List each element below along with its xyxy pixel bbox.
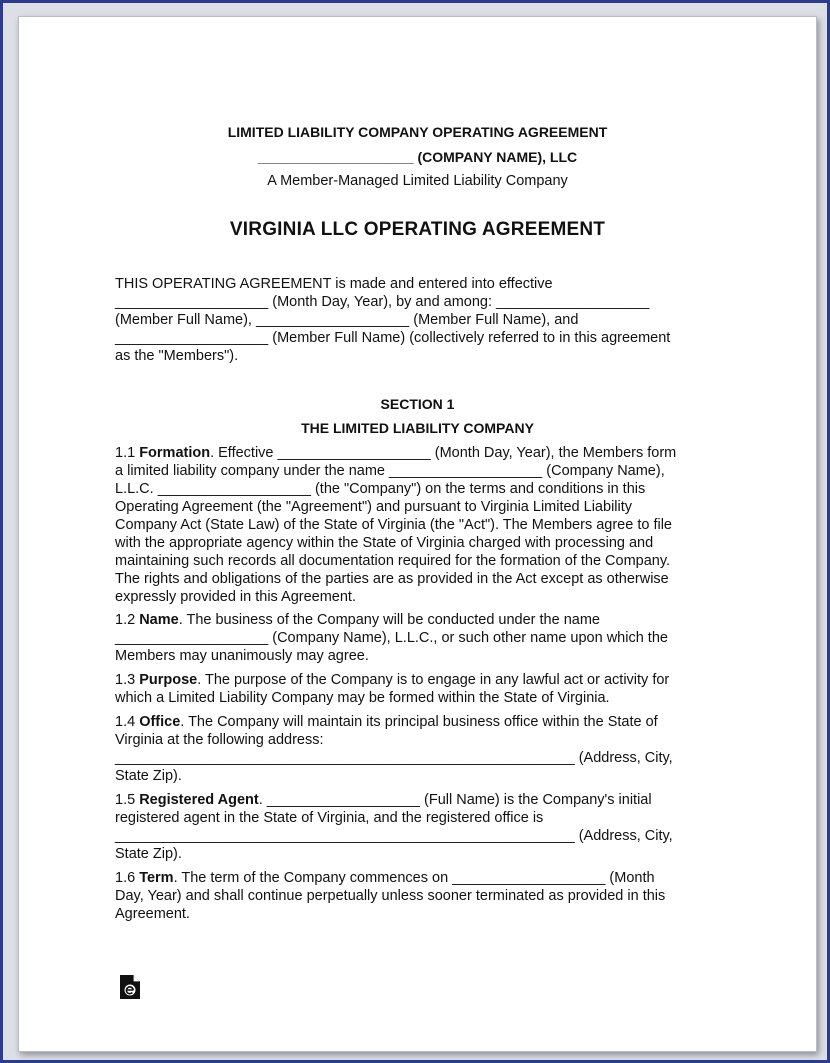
intro-line-5: as the "Members"). [115,348,239,364]
clause-office-line: State Zip). [115,768,182,784]
intro-line-2: ___________________ (Month Day, Year), by and among: ___________________ [115,294,650,310]
clause-title: Formation [139,445,211,461]
clause-text: . The Company will maintain its principal business office within the State of [180,714,658,730]
clause-title: Purpose [139,672,198,688]
clause-formation-line: Company Act (State Law) of the State of Virginia (the "Act"). The Members agree to file [115,517,672,533]
clause-name-line: Members may unanimously may agree. [115,648,369,664]
clause-formation-line: a limited liability company under the name ___________________ (Company Name), [115,463,665,479]
document-page [18,16,817,1052]
clause-office-line: Virginia at the following address: [115,732,324,748]
intro-line-3: (Member Full Name), ___________________ (Member Full Name), and [115,312,579,328]
clause-formation-line: Operating Agreement (the "Agreement") and pursuant to Virginia Limited Liability [115,499,633,515]
section-title: THE LIMITED LIABILITY COMPANY [301,420,534,436]
clause-formation-line: maintaining such records all documentation required for the formation of the Company. [115,553,671,569]
clause-text: . The purpose of the Company is to engage in any lawful act or activity for [197,672,670,688]
clause-purpose-heading [115,671,669,689]
clause-term-heading [115,869,655,887]
clause-formation-line: L.L.C. ___________________ (the "Company") on the terms and conditions in this [115,481,646,497]
clause-text: . The term of the Company commences on ___________________ (Month [173,870,655,886]
clause-name-line: ___________________ (Company Name), L.L.C., or such other name upon which the [115,630,668,646]
intro-line-4: ___________________ (Member Full Name) (collectively referred to in this agreement [115,330,671,346]
company-name-line: ____________________ (COMPANY NAME), LLC [257,149,578,165]
clause-number: 1.3 [115,672,140,688]
clause-formation-line: with the appropriate agency within the State of Virginia charged with processing and [115,535,654,551]
clause-office-heading [115,713,658,731]
clause-title: Term [139,870,174,886]
clause-agent-line: registered agent in the State of Virginia, and the registered office is [115,810,544,826]
doc-title: LIMITED LIABILITY COMPANY OPERATING AGREEMENT [227,124,608,140]
clause-number: 1.2 [115,612,140,628]
clause-agent-heading [115,791,652,809]
clause-title: Office [139,714,181,730]
clause-number: 1.1 [115,445,140,461]
clause-office-line: _________________________________________________________ (Address, City, [115,750,673,766]
clause-formation-line: The rights and obligations of the parties are as provided in the Act except as otherwise [115,571,669,587]
intro-line-1: THIS OPERATING AGREEMENT is made and entered into effective [115,276,553,292]
clause-title: Registered Agent [139,792,259,808]
clause-formation-line: expressly provided in this Agreement. [115,589,356,605]
clause-agent-line: _________________________________________________________ (Address, City, [115,828,673,844]
main-title: VIRGINIA LLC OPERATING AGREEMENT [229,219,606,240]
clause-text: . The business of the Company will be conducted under the name [178,612,600,628]
doc-subtitle: A Member-Managed Limited Liability Company [267,173,568,189]
clause-number: 1.4 [115,714,140,730]
clause-term-line: Day, Year) and shall continue perpetually unless sooner terminated as provided in this [115,888,666,904]
clause-title: Name [139,612,179,628]
clause-purpose-line: which a Limited Liability Company may be formed within the State of Virginia. [115,690,610,706]
section-number: SECTION 1 [380,396,455,412]
clause-name-heading [115,611,600,629]
clause-agent-line: State Zip). [115,846,182,862]
clause-number: 1.6 [115,870,140,886]
clause-number: 1.5 [115,792,140,808]
clause-text: . Effective ___________________ (Month Day, Year), the Members form [210,445,677,461]
eforms-document-icon [119,974,141,1000]
clause-term-line: Agreement. [115,906,190,922]
clause-formation-heading [115,444,676,462]
clause-text: . ___________________ (Full Name) is the Company's initial [258,792,652,808]
